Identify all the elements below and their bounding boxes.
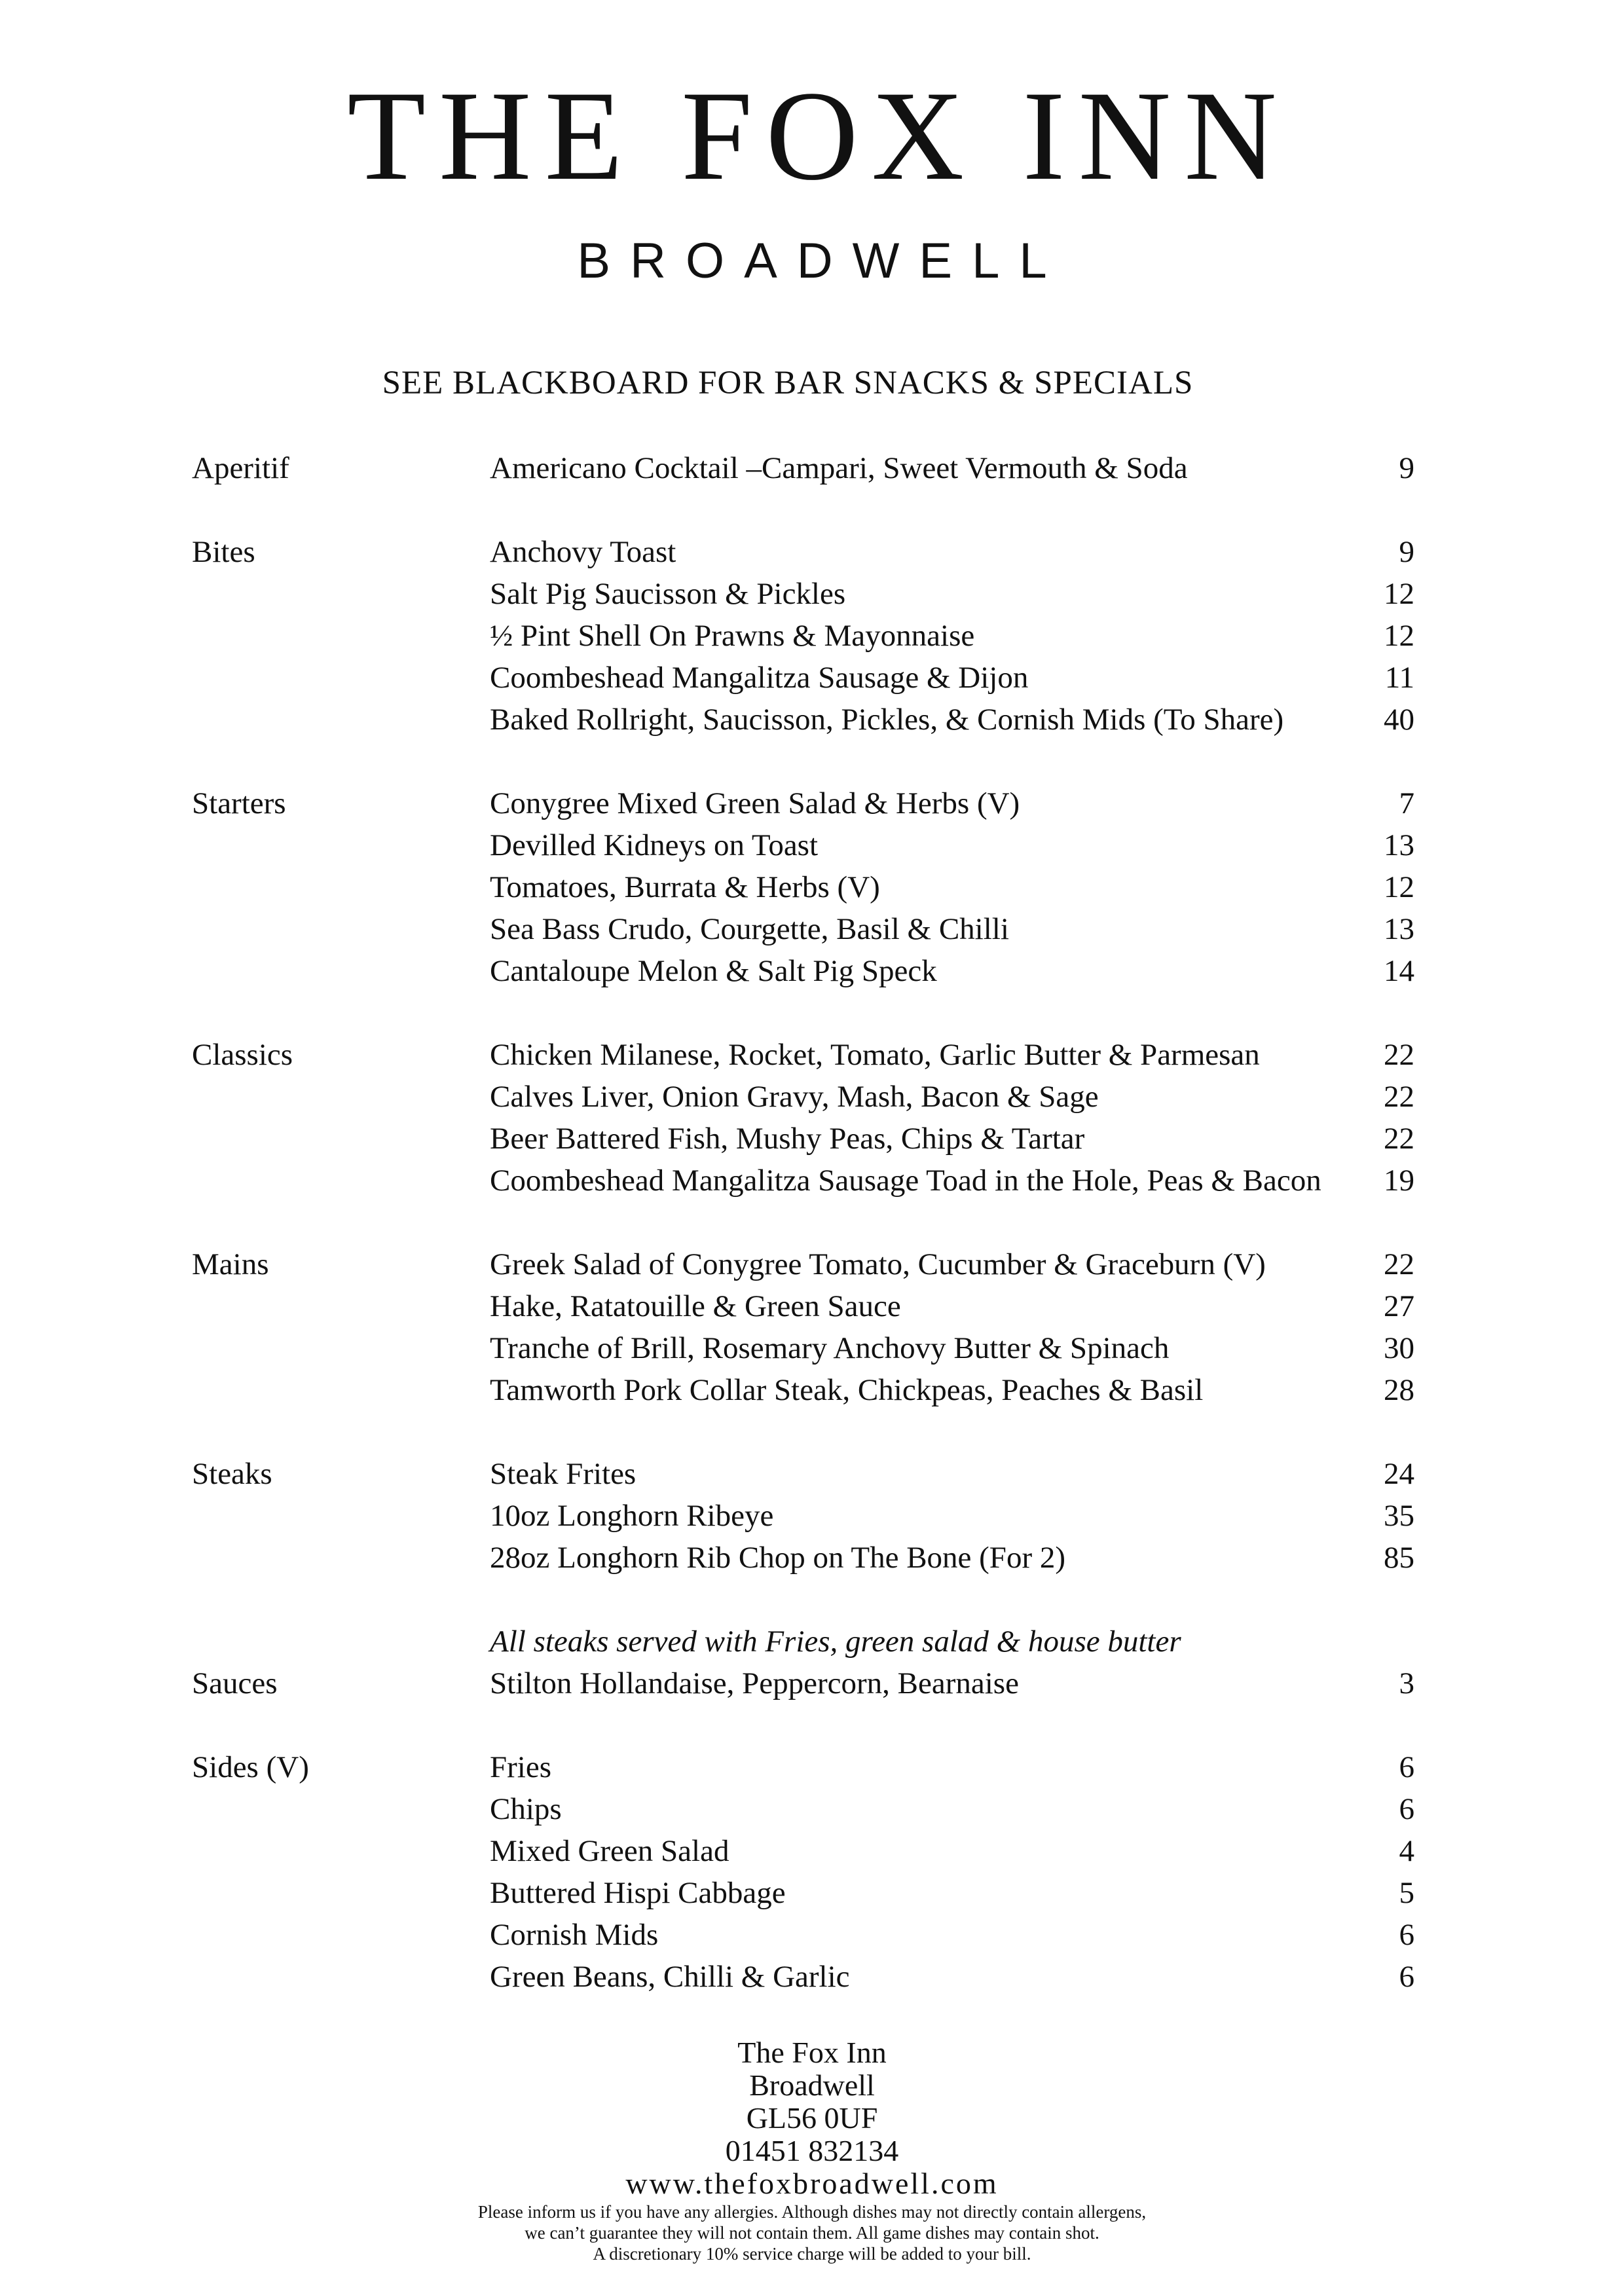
menu-item-price: 27 [1384, 1289, 1414, 1323]
menu-item-name: Stilton Hollandaise, Peppercorn, Bearnaise [490, 1666, 1019, 1700]
restaurant-location: BROADWELL [577, 233, 1067, 289]
menu-item-name: Tamworth Pork Collar Steak, Chickpeas, Peaches & Basil [490, 1373, 1204, 1407]
menu-row [0, 573, 1624, 615]
menu-row [0, 1872, 1624, 1914]
menu-category: Sauces [192, 1666, 278, 1700]
menu-item-name: Cantaloupe Melon & Salt Pig Speck [490, 954, 937, 988]
footer-address [0, 2036, 1624, 2200]
disclaimer-line: A discretionary 10% service charge will be added to your bill. [593, 2244, 1031, 2264]
menu-item-name: Coombeshead Mangalitza Sausage Toad in the Hole, Peas & Bacon [490, 1164, 1321, 1198]
menu-item-name: Tomatoes, Burrata & Herbs (V) [490, 870, 880, 904]
menu-item-name: Anchovy Toast [490, 535, 676, 569]
menu-row [0, 866, 1624, 908]
menu-row [0, 1285, 1624, 1327]
menu-item-price: 6 [1399, 1918, 1414, 1952]
menu-row [0, 1076, 1624, 1118]
menu-item-price: 6 [1399, 1792, 1414, 1826]
menu-row [0, 950, 1624, 992]
menu-item-name: Fries [490, 1750, 551, 1784]
menu-item-name: Salt Pig Saucisson & Pickles [490, 577, 846, 611]
menu-row [0, 699, 1624, 741]
menu-item-price: 12 [1384, 870, 1414, 904]
menu-item-name: Hake, Ratatouille & Green Sauce [490, 1289, 901, 1323]
menu-row [0, 657, 1624, 699]
menu-item-price: 22 [1384, 1038, 1414, 1072]
menu-item-name: Chips [490, 1792, 562, 1826]
menu-item-name: Baked Rollright, Saucisson, Pickles, & Cornish Mids (To Share) [490, 703, 1284, 737]
menu-item-price: 35 [1384, 1499, 1414, 1533]
menu-row [0, 908, 1624, 950]
menu-row [0, 1369, 1624, 1411]
menu-item-price: 24 [1384, 1457, 1414, 1491]
menu-item-name: Beer Battered Fish, Mushy Peas, Chips & Tartar [490, 1122, 1085, 1156]
menu-item-price: 22 [1384, 1247, 1414, 1281]
disclaimer-line: Please inform us if you have any allergies. Although dishes may not directly contain allergens, [477, 2202, 1147, 2222]
menu-item-price: 7 [1399, 786, 1414, 820]
specials-notice: SEE BLACKBOARD FOR BAR SNACKS & SPECIALS [382, 365, 1194, 401]
menu-item-price: 11 [1384, 661, 1414, 695]
menu-item-name: Calves Liver, Onion Gravy, Mash, Bacon & Sage [490, 1080, 1099, 1114]
menu-item-name: Sea Bass Crudo, Courgette, Basil & Chilli [490, 912, 1009, 946]
menu-row [0, 1956, 1624, 1998]
menu-item-price: 6 [1399, 1750, 1414, 1784]
menu-item-price: 6 [1399, 1960, 1414, 1994]
menu-item-price: 5 [1399, 1876, 1414, 1910]
menu-category: Classics [192, 1038, 293, 1072]
website-link[interactable]: www.thefoxbroadwell.com [625, 2167, 999, 2200]
menu-category: Mains [192, 1247, 269, 1281]
menu-category: Starters [192, 786, 286, 820]
menu-row [0, 1788, 1624, 1830]
menu-item-price: 9 [1399, 535, 1414, 569]
menu-row [0, 824, 1624, 866]
menu-row [0, 1914, 1624, 1956]
menu-item-name: Chicken Milanese, Rocket, Tomato, Garlic Butter & Parmesan [490, 1038, 1260, 1072]
menu-item-price: 85 [1384, 1541, 1414, 1575]
menu-item-price: 13 [1384, 828, 1414, 862]
menu-row [0, 1746, 1624, 1788]
menu-row [0, 1662, 1624, 1704]
menu-item-price: 30 [1384, 1331, 1414, 1365]
menu-row [0, 615, 1624, 657]
menu-row [0, 531, 1624, 573]
menu-item-name: 28oz Longhorn Rib Chop on The Bone (For 2) [490, 1541, 1066, 1575]
masthead [0, 65, 1624, 289]
menu-item-name: 10oz Longhorn Ribeye [490, 1499, 774, 1533]
restaurant-name: THE FOX INN [347, 65, 1290, 207]
menu-item-name: Steak Frites [490, 1457, 637, 1491]
menu-row [0, 447, 1624, 489]
menu-item-price: 22 [1384, 1122, 1414, 1156]
menu-item-name: Americano Cocktail –Campari, Sweet Vermouth & Soda [490, 451, 1188, 485]
menu-row [0, 1327, 1624, 1369]
allergy-disclaimer [0, 2201, 1624, 2264]
menu-item-price: 28 [1384, 1373, 1414, 1407]
menu-item-name: Devilled Kidneys on Toast [490, 828, 819, 862]
menu-item-price: 19 [1384, 1164, 1414, 1198]
menu-row [0, 1160, 1624, 1202]
menu-category: Steaks [192, 1457, 272, 1491]
menu-item-name: Coombeshead Mangalitza Sausage & Dijon [490, 661, 1029, 695]
menu-item-price: 22 [1384, 1080, 1414, 1114]
menu-item-name: Greek Salad of Conygree Tomato, Cucumber & Graceburn (V) [490, 1247, 1266, 1281]
menu-row [0, 1118, 1624, 1160]
menu-row [0, 1243, 1624, 1285]
menu-item-price: 3 [1399, 1666, 1414, 1700]
menu-item-price: 14 [1384, 954, 1414, 988]
menu-item-name: Buttered Hispi Cabbage [490, 1876, 786, 1910]
menu-row [0, 1453, 1624, 1495]
menu-item-name: Mixed Green Salad [490, 1834, 729, 1868]
menu-item-price: 12 [1384, 577, 1414, 611]
menu-category: Aperitif [192, 451, 289, 485]
menu-row [0, 1621, 1624, 1662]
menu-item-price: 12 [1384, 619, 1414, 653]
address-postcode: GL56 0UF [746, 2101, 878, 2135]
menu-item-name: Green Beans, Chilli & Garlic [490, 1960, 850, 1994]
menu-category: Sides (V) [192, 1750, 309, 1784]
menu-row [0, 1034, 1624, 1076]
menu-item-name: ½ Pint Shell On Prawns & Mayonnaise [490, 619, 975, 653]
menu-category: Bites [192, 535, 255, 569]
address-phone: 01451 832134 [725, 2134, 899, 2167]
address-name: The Fox Inn [737, 2036, 887, 2069]
menu-item-price: 13 [1384, 912, 1414, 946]
menu-row [0, 1830, 1624, 1872]
menu-note: All steaks served with Fries, green salad & house butter [490, 1625, 1181, 1659]
address-town: Broadwell [749, 2068, 875, 2102]
disclaimer-line: we can’t guarantee they will not contain them. All game dishes may contain shot. [525, 2223, 1099, 2243]
menu-item-price: 9 [1399, 451, 1414, 485]
menu-item-name: Cornish Mids [490, 1918, 659, 1952]
menu-item-price: 40 [1384, 703, 1414, 737]
menu-item-name: Tranche of Brill, Rosemary Anchovy Butter & Spinach [490, 1331, 1170, 1365]
menu-row [0, 782, 1624, 824]
menu-item-price: 4 [1399, 1834, 1414, 1868]
menu-row [0, 1495, 1624, 1537]
menu-row [0, 1537, 1624, 1579]
menu-item-name: Conygree Mixed Green Salad & Herbs (V) [490, 786, 1020, 820]
